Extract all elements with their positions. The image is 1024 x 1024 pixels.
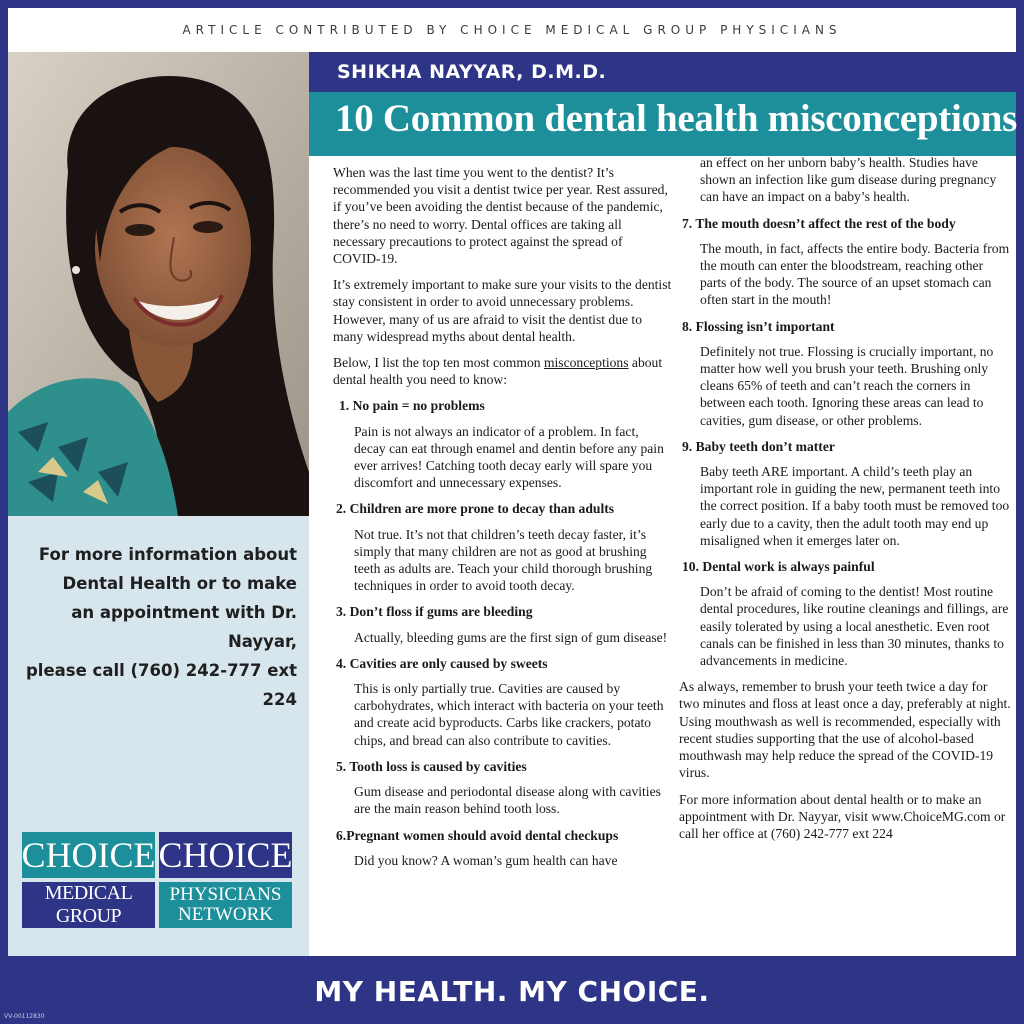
item-text: Baby teeth ARE important. A child’s teeth play an important role in guiding the new, permanent teeth into the correct position. If a baby tooth must be removed too early due to a cavity, then the adult tooth may end up misaligned when it emerges later on.	[700, 464, 1010, 548]
logo-choice-left: CHOICE	[22, 832, 155, 878]
contact-callout	[7, 540, 297, 714]
item-text: Actually, bleeding gums are the first sign of gum disease!	[354, 629, 668, 645]
item-heading: 4. Cavities are only caused by sweets	[336, 655, 548, 671]
callout-line: an appointment with Dr. Nayyar,	[71, 603, 297, 651]
item-text: Gum disease and periodontal disease along with cavities are the main reason behind tooth loss.	[354, 784, 661, 817]
author-banner	[309, 52, 1016, 92]
logo-network: NETWORK	[178, 904, 273, 925]
item-text: This is only partially true. Cavities are caused by carbohydrates, which interact with bacteria on your teeth and create acid byproducts. Carbs like crackers, potato chips, and bread can also contribute to cavities.	[354, 681, 664, 748]
intro-paragraph: It’s extremely important to make sure your visits to the dentist stay consistent in order to avoid unnecessary problems. However, many of us are afraid to visit the dentist due to many widespread myths about dental health.	[333, 277, 672, 344]
slogan: MY HEALTH. MY CHOICE.	[314, 974, 710, 1008]
logo-medical-group: MEDICAL GROUP	[22, 882, 155, 928]
author-name: SHIKHA NAYYAR, D.M.D.	[337, 61, 607, 83]
callout-line: please call (760) 242-777 ext 224	[26, 661, 297, 709]
column-left	[333, 164, 673, 878]
item-text: Definitely not true. Flossing is crucially important, no matter how well you brush your teeth. Brushing only cleans 65% of teeth and can’t reach the corners in between each tooth. Ignoring these areas can lead to cavities, gum disease, or other problems.	[700, 343, 994, 428]
article-title: 10 Common dental health misconceptions	[335, 97, 1017, 140]
closing-paragraph: As always, remember to brush your teeth twice a day for two minutes and floss at least once a day, preferably at night. Using mouthwash as well is recommended, especially with recent studies supporting that the use of alcohol-based mouthwash may help reduce the spread of the COVID-19 virus.	[679, 679, 1011, 781]
contributor-line: ARTICLE CONTRIBUTED BY CHOICE MEDICAL GROUP PHYSICIANS	[182, 23, 842, 37]
contributor-banner	[8, 8, 1016, 52]
article-body	[309, 156, 1016, 956]
intro-paragraph: When was the last time you went to the dentist? It’s recommended you visit a dentist twice per year. Rest assured, if you’ve been avoiding the dentist because of the pandemic, there’s no need to worry. Dental offices are taking all necessary precautions to protect against the spread of COVID-19.	[333, 165, 668, 267]
item-heading: 9. Baby teeth don’t matter	[682, 438, 835, 454]
choice-logo	[22, 832, 292, 928]
item-heading: 1. No pain = no problems	[339, 398, 485, 414]
title-banner	[309, 92, 1016, 156]
ad-code: VV-00112830	[4, 1013, 45, 1020]
list-intro-text: about dental health you need to know:	[333, 355, 663, 388]
item-heading: 7. The mouth doesn’t affect the rest of the body	[682, 215, 956, 231]
callout-line: Dental Health or to make	[62, 574, 297, 593]
portrait-image	[8, 52, 309, 516]
logo-choice-right: CHOICE	[159, 832, 292, 878]
item-text: Not true. It’s not that children’s teeth decay faster, it’s simply that many children are not as good at brushing teeth as adults are. Teach your child thorough brushing techniques in order to avoid tooth decay.	[354, 526, 653, 594]
misconceptions-link: misconceptions	[543, 355, 629, 371]
callout-line: For more information about	[38, 545, 297, 564]
contact-paragraph: For more information about dental health or to make an appointment with Dr. Nayyar, visit www.ChoiceMG.com or call her office at (760) 242-777 ext 224	[679, 791, 1006, 841]
slogan-banner	[0, 958, 1024, 1024]
logo-physicians-network	[159, 882, 292, 928]
item-text: Pain is not always an indicator of a problem. In fact, decay can eat through enamel and dentin before any pain ever arrives! Catching tooth decay early will spare you discomfort and unnecessary expenses.	[354, 423, 664, 491]
item-heading: 10. Dental work is always painful	[682, 559, 875, 575]
item-heading: 2. Children are more prone to decay than adults	[336, 501, 615, 517]
item-text: Don’t be afraid of coming to the dentist! Most routine dental procedures, like routine cleanings and fillings, are easily tolerated by using a local anesthetic. Even root canals can be finished in less than 30 minutes, thanks to advancements in medicine.	[700, 584, 1009, 669]
list-intro	[333, 354, 673, 388]
item-text: The mouth, in fact, affects the entire body. Bacteria from the mouth can enter the bloodstream, reaching other parts of the body. The source of an upset stomach can often start in the mouth!	[700, 240, 1010, 308]
list-intro-text: Below, I list the top ten most common	[333, 355, 544, 371]
item-text: Did you know? A woman’s gum health can have	[354, 852, 618, 868]
item-text-continued: an effect on her unborn baby’s health. Studies have shown an infection like gum disease during pregnancy can have an impact on a baby’s health.	[700, 155, 997, 205]
item-heading: 3. Don’t floss if gums are bleeding	[336, 604, 533, 620]
column-right	[679, 154, 1011, 851]
item-heading: 5. Tooth loss is caused by cavities	[336, 758, 527, 774]
item-heading: 6.Pregnant women should avoid dental checkups	[336, 827, 619, 843]
author-photo	[8, 52, 309, 516]
sidebar-panel	[8, 516, 309, 956]
item-heading: 8. Flossing isn’t important	[682, 318, 835, 334]
logo-physicians: PHYSICIANS	[169, 884, 282, 905]
